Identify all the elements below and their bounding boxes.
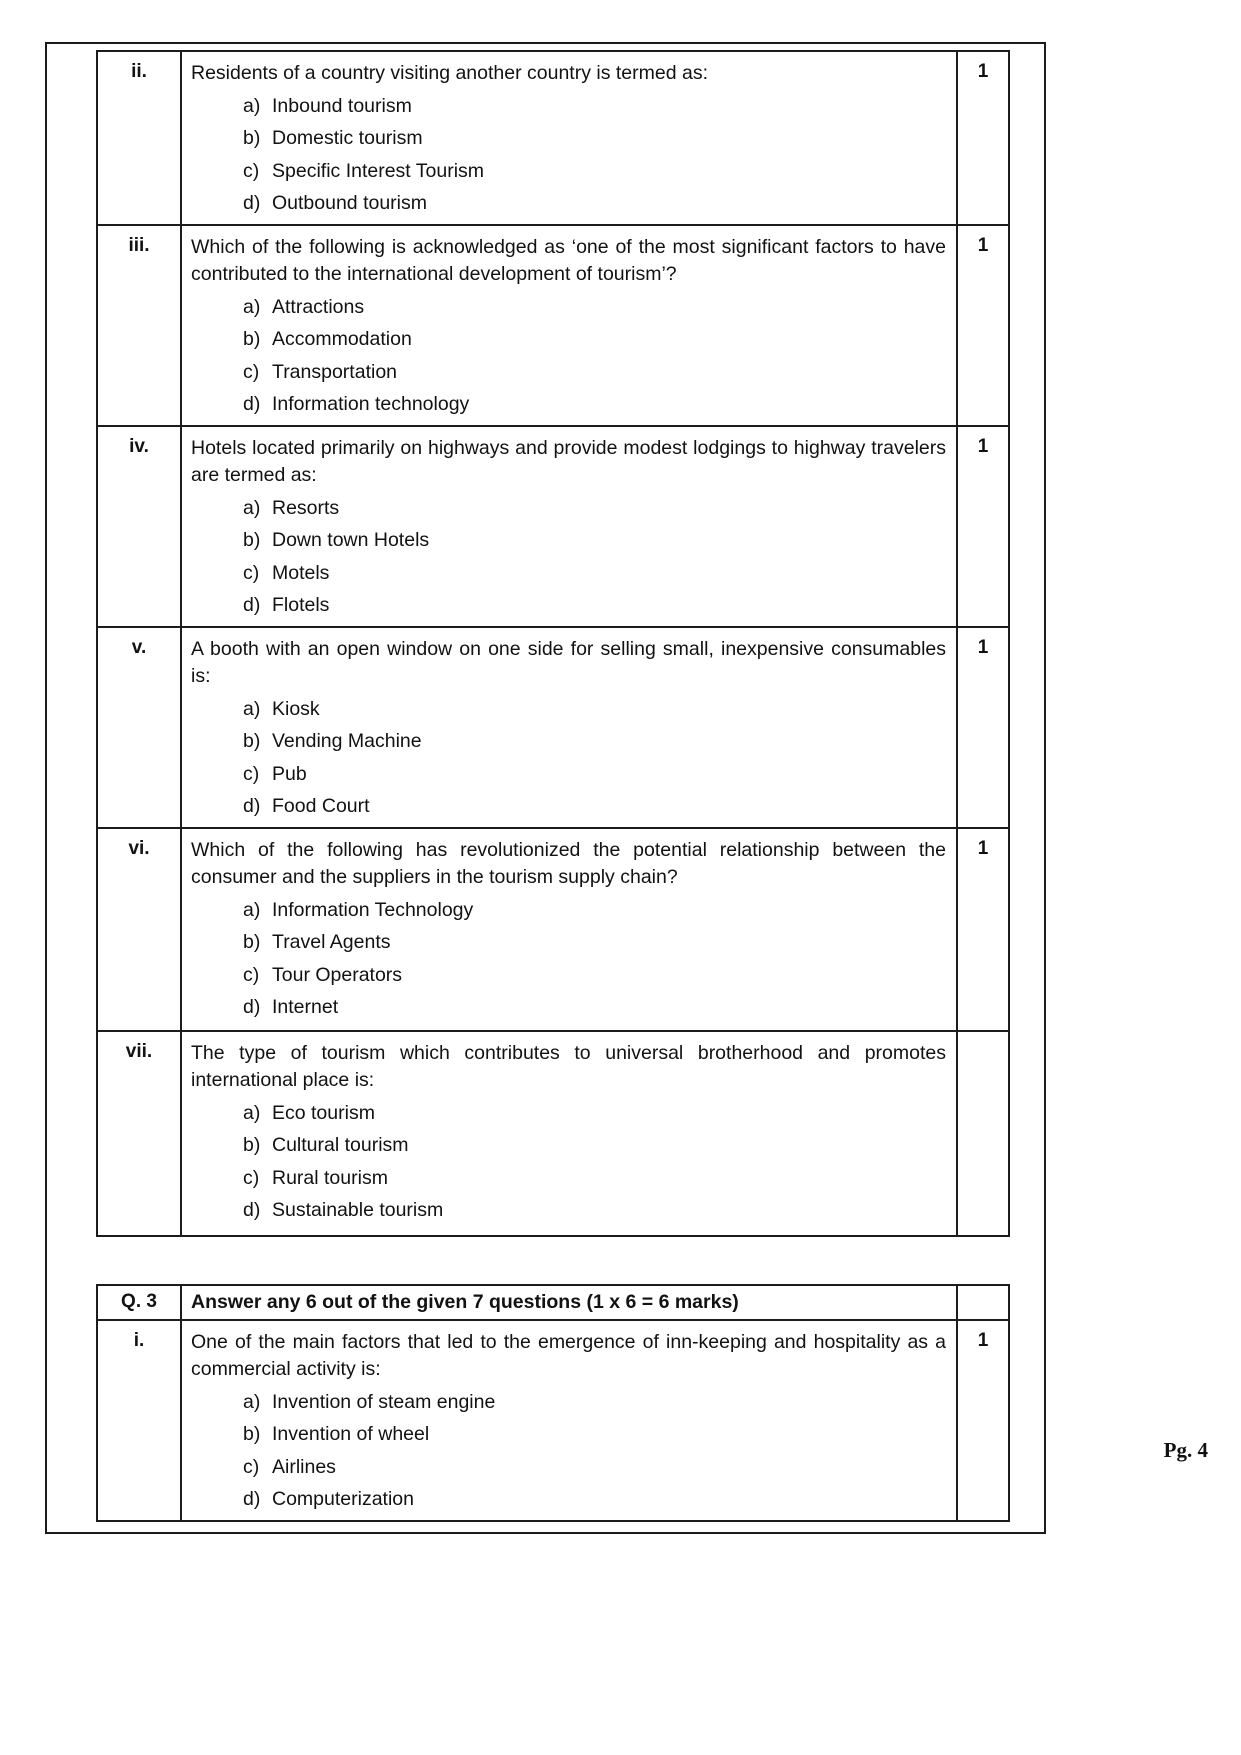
option-text: Flotels (272, 593, 330, 616)
question-row-vi (97, 828, 1009, 1031)
option-text: Airlines (272, 1455, 336, 1478)
option-letter: c) (243, 360, 260, 383)
option-b (243, 1421, 946, 1447)
question-cell (181, 51, 957, 225)
options-list (191, 93, 946, 216)
q3-title: Answer any 6 out of the given 7 questions (1 x 6 = 6 marks) (181, 1285, 957, 1320)
questions-table-section2 (96, 1284, 1010, 1522)
option-letter: c) (243, 762, 260, 785)
q3-header-row (97, 1285, 1009, 1320)
option-text: Cultural tourism (272, 1134, 409, 1157)
question-row-ii (97, 51, 1009, 225)
page-number-label: Pg. 4 (1163, 1438, 1208, 1462)
option-b (243, 125, 946, 151)
option-d (243, 994, 946, 1020)
marks-cell: 1 (957, 627, 1009, 828)
option-letter: a) (243, 1391, 261, 1414)
option-letter: b) (243, 730, 261, 753)
option-letter: a) (243, 1102, 261, 1125)
option-letter: b) (243, 328, 261, 351)
question-text: Residents of a country visiting another country is termed as: (191, 62, 708, 84)
option-letter: a) (243, 295, 261, 318)
option-text: Food Court (272, 795, 370, 818)
marks-cell: 1 (957, 1320, 1009, 1521)
option-a (243, 495, 946, 521)
option-c (243, 359, 946, 385)
option-a (243, 93, 946, 119)
option-d (243, 190, 946, 216)
option-c (243, 158, 946, 184)
option-c (243, 962, 946, 988)
option-text: Transportation (272, 360, 398, 383)
marks-cell: 1 (957, 225, 1009, 426)
question-number: iii. (97, 225, 181, 426)
option-text: Accommodation (272, 328, 412, 351)
question-cell (181, 1320, 957, 1521)
option-text: Domestic tourism (272, 127, 423, 150)
option-text: Invention of steam engine (272, 1391, 496, 1414)
option-text: Travel Agents (272, 931, 391, 954)
option-letter: d) (243, 593, 261, 616)
option-c (243, 1454, 946, 1480)
option-letter: b) (243, 1134, 261, 1157)
question-cell (181, 627, 957, 828)
question-number: i. (97, 1320, 181, 1521)
question-number: ii. (97, 51, 181, 225)
option-letter: a) (243, 497, 261, 520)
option-d (243, 1486, 946, 1512)
option-text: Inbound tourism (272, 94, 412, 117)
option-text: Down town Hotels (272, 529, 430, 552)
option-letter: c) (243, 1455, 260, 1478)
questions-table-section1 (96, 50, 1010, 1237)
question-cell (181, 1031, 957, 1236)
option-b (243, 929, 946, 955)
option-letter: d) (243, 191, 261, 214)
option-text: Eco tourism (272, 1102, 375, 1125)
question-text: One of the main factors that led to the emergence of inn-keeping and hospitality as a commercial activity is: (191, 1331, 946, 1381)
marks-cell: 1 (957, 828, 1009, 1031)
option-letter: c) (243, 963, 260, 986)
options-list (191, 495, 946, 618)
option-letter: b) (243, 1423, 261, 1446)
option-b (243, 1132, 946, 1158)
option-letter: d) (243, 392, 261, 415)
question-number: vii. (97, 1031, 181, 1236)
marks-cell: 1 (957, 426, 1009, 627)
option-a (243, 1389, 946, 1415)
option-text: Vending Machine (272, 730, 422, 753)
option-letter: d) (243, 795, 261, 818)
question-text: The type of tourism which contributes to universal brotherhood and promotes international place is: (191, 1042, 946, 1092)
option-letter: b) (243, 529, 261, 552)
option-d (243, 1197, 946, 1223)
marks-cell (957, 1031, 1009, 1236)
option-a (243, 696, 946, 722)
option-letter: c) (243, 1166, 260, 1189)
option-text: Resorts (272, 497, 340, 520)
page-content (96, 50, 1010, 1522)
option-text: Motels (272, 561, 330, 584)
option-text: Invention of wheel (272, 1423, 430, 1446)
option-letter: d) (243, 1199, 261, 1222)
option-letter: d) (243, 1488, 261, 1511)
question-text: Hotels located primarily on highways and provide modest lodgings to highway travelers are termed as: (191, 437, 946, 487)
question-number: iv. (97, 426, 181, 627)
question-row-v (97, 627, 1009, 828)
option-d (243, 391, 946, 417)
question-number: v. (97, 627, 181, 828)
option-b (243, 527, 946, 553)
option-b (243, 326, 946, 352)
option-text: Pub (272, 762, 307, 785)
question-row-iv (97, 426, 1009, 627)
option-c (243, 560, 946, 586)
option-letter: c) (243, 561, 260, 584)
option-text: Sustainable tourism (272, 1199, 444, 1222)
question-text: Which of the following is acknowledged as ‘one of the most significant factors to have contributed to the international development of tourism’? (191, 236, 946, 286)
question-text: Which of the following has revolutionized the potential relationship between the consumer and the suppliers in the tourism supply chain? (191, 839, 946, 889)
question-cell (181, 426, 957, 627)
question-cell (181, 828, 957, 1031)
option-text: Outbound tourism (272, 191, 428, 214)
option-text: Information technology (272, 392, 470, 415)
options-list (191, 696, 946, 819)
option-letter: b) (243, 931, 261, 954)
marks-cell (957, 1285, 1009, 1320)
option-text: Information Technology (272, 899, 474, 922)
options-list (191, 897, 946, 1020)
option-text: Specific Interest Tourism (272, 159, 485, 182)
option-a (243, 897, 946, 923)
options-list (191, 1389, 946, 1512)
option-text: Internet (272, 996, 339, 1019)
option-c (243, 1165, 946, 1191)
option-letter: b) (243, 127, 261, 150)
question-text: A booth with an open window on one side for selling small, inexpensive consumables is: (191, 638, 946, 688)
option-letter: a) (243, 899, 261, 922)
option-text: Kiosk (272, 698, 320, 721)
option-d (243, 592, 946, 618)
option-b (243, 728, 946, 754)
question-row-vii (97, 1031, 1009, 1236)
section-gap (96, 1237, 1010, 1284)
question-number: vi. (97, 828, 181, 1031)
option-letter: a) (243, 94, 261, 117)
question-cell (181, 225, 957, 426)
option-text: Attractions (272, 295, 365, 318)
option-text: Rural tourism (272, 1166, 388, 1189)
q3-number: Q. 3 (97, 1285, 181, 1320)
option-a (243, 294, 946, 320)
options-list (191, 294, 946, 417)
option-d (243, 793, 946, 819)
options-list (191, 1100, 946, 1223)
question-row-i (97, 1320, 1009, 1521)
option-letter: c) (243, 159, 260, 182)
option-text: Computerization (272, 1488, 414, 1511)
option-letter: d) (243, 996, 261, 1019)
marks-cell: 1 (957, 51, 1009, 225)
question-row-iii (97, 225, 1009, 426)
option-c (243, 761, 946, 787)
option-a (243, 1100, 946, 1126)
option-text: Tour Operators (272, 963, 403, 986)
option-letter: a) (243, 698, 261, 721)
